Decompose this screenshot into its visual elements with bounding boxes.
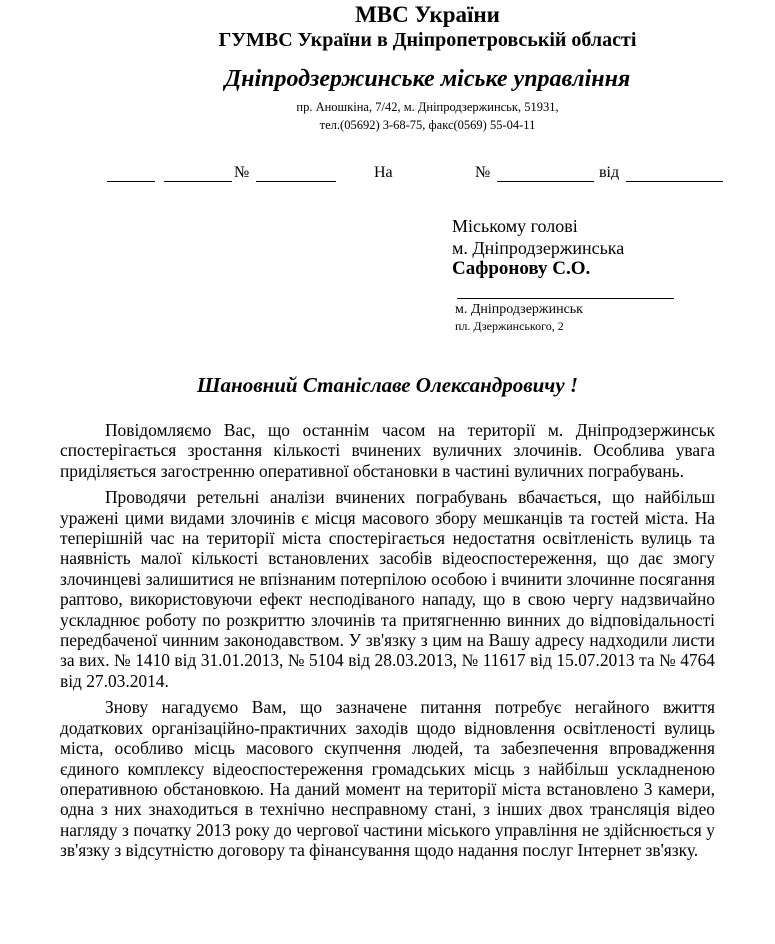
blank-line: [256, 181, 336, 182]
recipient-divider: [457, 298, 674, 299]
blank-line: [626, 181, 723, 182]
ministry-title: МВС України: [355, 2, 500, 27]
blank-line: [497, 181, 594, 182]
letter-body: [60, 420, 715, 861]
recipient-street: пл. Дзержинського, 2: [455, 319, 564, 333]
recipient-title: Міському голові: [452, 216, 578, 236]
office-title: Дніпродзержинське міське управління: [224, 66, 631, 92]
greeting: Шановний Станіславе Олександровичу !: [196, 373, 579, 397]
office-address: пр. Аношкіна, 7/42, м. Дніпродзержинськ, 51931,: [296, 100, 559, 114]
ref-number-sign: №: [234, 164, 250, 181]
department-title: ГУМВС України в Дніпропетровській області: [218, 29, 637, 51]
ref-na-label: На: [374, 164, 393, 181]
office-phones: тел.(05692) 3-68-75, факс(0569) 55-04-11: [319, 118, 536, 132]
paragraph: Проводячи ретельні аналізи вчинених пограбувань вбачається, що найбільш уражені цими видами злочинів є місця масового збору мешканців та гостей міста. На теперішній час на території міста спостерігається недостатня освітленість вулиць та наявність малої кількості встановлених засобів відеоспостереження, що дає змогу злочинцеві залишитися не впізнаним потерпілою особою і вчинити злочинне посягання раптово, використовуючи ефект несподіваного нападу, що в свою чергу надзвичайно ускладнює роботу по розкриттю злочинів та притягненню винних до відповідальності передбаченої чинним законодавством. У зв'язку з цим на Вашу адресу надходили листи за вих. № 1410 від 31.01.2013, № 5104 від 28.03.2013, № 11617 від 15.07.2013 та № 4764 від 27.03.2014.: [60, 487, 715, 691]
blank-line: [164, 181, 232, 182]
recipient-city-line: м. Дніпродзержинська: [452, 238, 625, 258]
blank-line: [107, 181, 155, 182]
ref-number-sign-2: №: [475, 164, 491, 181]
ref-date-label: від: [599, 164, 620, 181]
recipient-name: Сафронову С.О.: [452, 258, 591, 279]
recipient-city: м. Дніпродзержинськ: [455, 302, 583, 317]
paragraph: Знову нагадуємо Вам, що зазначене питання потребує негайного вжиття додаткових організаційно-практичних заходів щодо відновлення освітленості вулиць міста, особливо місць масового скупчення людей, та забезпечення впровадження єдиного комплексу відеоспостереження громадських місць з найбільш ускладненою оперативною обстановкою. На даний момент на території міста встановлено 3 камери, одна з них знаходиться в технічно несправному стані, з інших двох трансляція відео нагляду з початку 2013 року до чергової частини міського управління не здійснюється у зв'язку з відсутністю договору та фінансування щодо надання послуг Інтернет зв'язку.: [60, 697, 715, 861]
paragraph: Повідомляємо Вас, що останнім часом на території м. Дніпродзержинськ спостерігається зростання кількості вчинених вуличних злочинів. Особлива увага приділяється загостренню оперативної обстановки в частині вуличних пограбувань.: [60, 420, 715, 481]
